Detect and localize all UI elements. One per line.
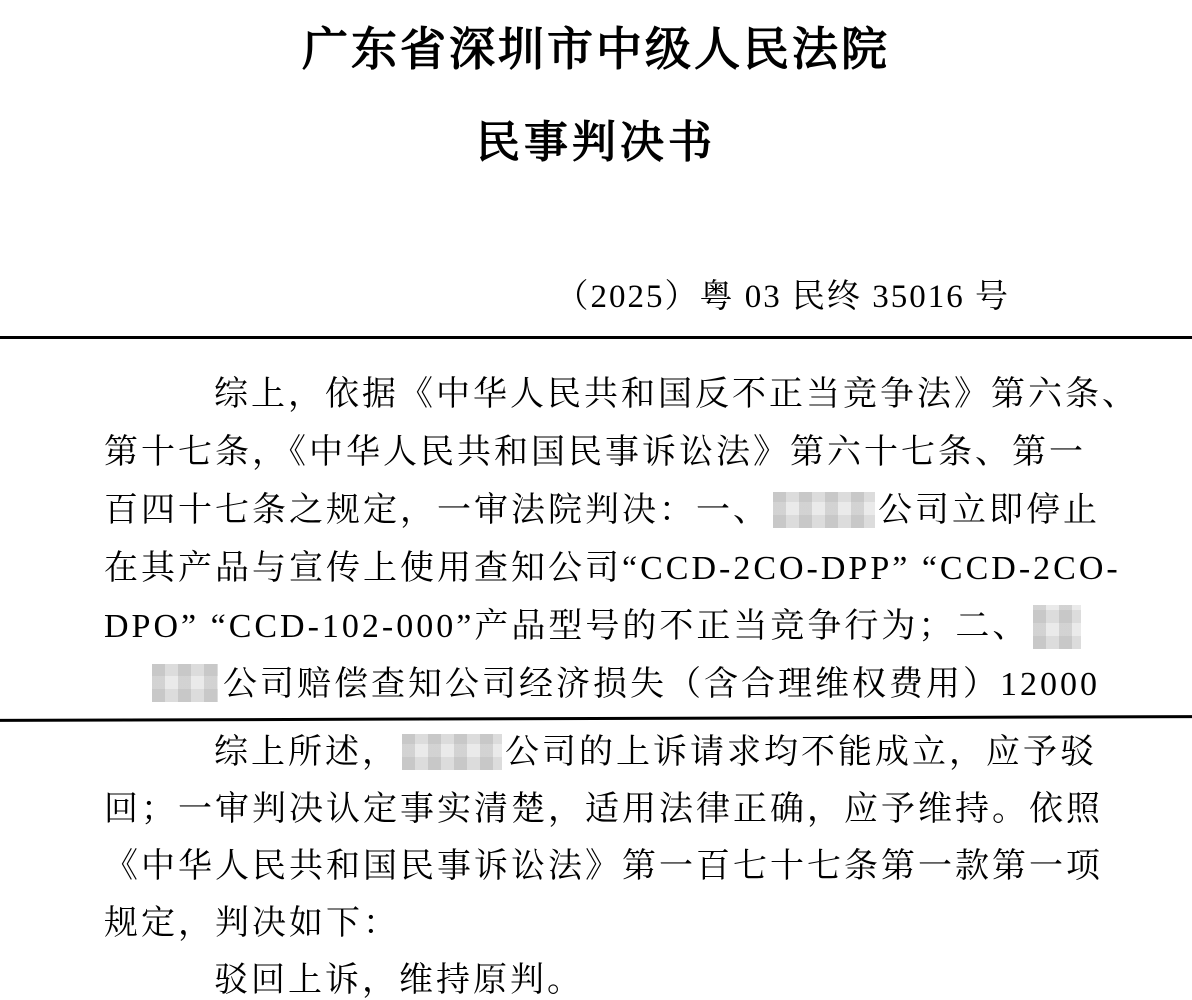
line-text: 《中华人民共和国民事诉讼法》第一百七十七条第一款第一项	[104, 848, 1103, 885]
redacted-company-name-block	[1033, 605, 1081, 649]
judgment-excerpt-final-ruling	[104, 724, 1104, 1000]
judgment-line	[104, 540, 1121, 598]
line-text: 综上所述，	[214, 734, 399, 771]
line-text: 在其产品与宣传上使用查知公司“CCD-2CO-DPP” “CCD-2CO-	[104, 550, 1121, 587]
redacted-company-name-block	[152, 664, 218, 702]
redacted-company-name-block	[402, 734, 502, 770]
line-text: 公司赔偿查知公司经济损失（含合理维权费用）12000	[223, 666, 1100, 703]
judgment-line	[104, 781, 1104, 838]
line-text: 公司立即停止	[878, 492, 1100, 529]
judgment-line	[104, 598, 1104, 656]
redacted-company-name-block	[773, 492, 875, 528]
line-text: 第十七条，《中华人民共和国民事诉讼法》第六十七条、第一	[104, 434, 1086, 471]
judgment-line	[104, 895, 1104, 952]
judgment-line	[104, 366, 1139, 424]
line-text: 驳回上诉，维持原判。	[214, 962, 584, 999]
section-divider-top	[0, 336, 1192, 339]
line-text: 公司的上诉请求均不能成立，应予驳	[505, 734, 1097, 771]
line-text: 回；一审判决认定事实清楚，适用法律正确，应予维持。依照	[104, 791, 1103, 828]
judgment-line	[104, 724, 1104, 781]
judgment-line	[104, 482, 1104, 540]
case-number: （2025）粤 03 民终 35016 号	[555, 279, 1010, 315]
court-name-title: 广东省深圳市中级人民法院	[302, 24, 890, 75]
line-text: 综上，依据《中华人民共和国反不正当竞争法》第六条、	[214, 376, 1139, 413]
judgment-line	[104, 656, 1104, 714]
section-divider-middle	[0, 715, 1192, 722]
judgment-excerpt-first-instance	[104, 366, 1139, 714]
line-text: 规定，判决如下：	[104, 905, 400, 942]
judgment-line	[104, 838, 1104, 895]
line-text: 百四十七条之规定，一审法院判决：一、	[104, 492, 770, 529]
line-text: DPO” “CCD-102-000”产品型号的不正当竞争行为；二、	[104, 608, 1030, 645]
document-type-title: 民事判决书	[476, 118, 716, 167]
judgment-line	[104, 952, 1104, 1000]
judgment-line	[104, 424, 1104, 482]
